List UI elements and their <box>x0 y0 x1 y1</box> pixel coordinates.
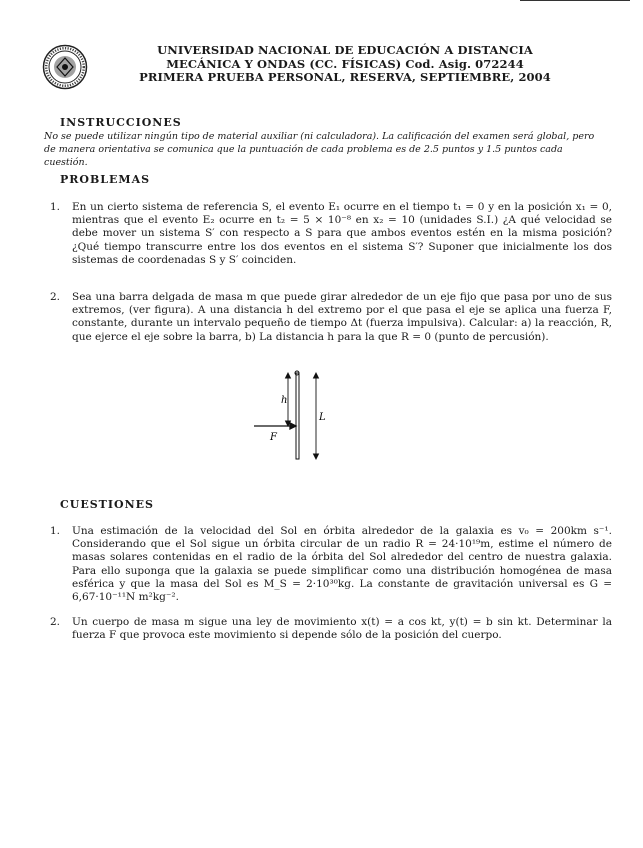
problems-heading: PROBLEMAS <box>60 173 151 186</box>
header-exam: PRIMERA PRUEBA PERSONAL, RESERVA, SEPTIEMBRE, 2004 <box>139 70 551 84</box>
label-l: L <box>319 412 326 423</box>
label-h: h <box>281 395 288 406</box>
problem-text: En un cierto sistema de referencia S, el evento E₁ ocurre en el tiempo t₁ = 0 y en la posición x₁ = 0, mientras que el evento E₂ ocurre en t₂ = 5 × 10⁻⁸ en x₂ = 10 (unidades S.I.) ¿A qué velocidad se debe mover un sistema S′ con respecto a S para que ambos eventos estén en la misma posición? ¿Qué tiempo transcurre entre los dos eventos en el sistema S′? Suponer que inicialmente los dos sistemas de coordenadas S y S′ coinciden. <box>72 201 612 266</box>
instructions-heading: INSTRUCCIONES <box>60 116 182 129</box>
rod <box>296 373 299 459</box>
instructions-text: No se puede utilizar ningún tipo de material auxiliar (ni calculadora). La calificación del examen será global, pero de manera orientativa se comunica que la puntuación de cada problema es de 2.5 puntos y 1.5 puntos cada cuestión. <box>44 131 595 168</box>
problem-number: 2. <box>50 291 61 303</box>
problem-text: Sea una barra delgada de masa m que puede girar alrededor de un eje fijo que pasa por uno de sus extremos, (ver figura). A una distancia h del extremo por el que pasa el eje se aplica una fuerza F, constante, durante un intervalo pequeño de tiempo Δt (fuerza impulsiva). Calcular: a) la reacción, R, que ejerce el eje sobre la barra, b) La distancia h para la que R = 0 (punto de percusión). <box>72 291 612 343</box>
problem-number: 1. <box>50 201 61 213</box>
dimension-l <box>314 373 319 459</box>
header-course: MECÁNICA Y ONDAS (CC. FÍSICAS) Cod. Asig. 072244 <box>166 56 524 71</box>
exam-header <box>110 44 580 85</box>
university-seal-icon <box>42 44 88 90</box>
label-f: F <box>270 432 277 443</box>
question-number: 2. <box>50 616 61 628</box>
question-number: 1. <box>50 525 61 537</box>
question-text: Una estimación de la velocidad del Sol en órbita alrededor de la galaxia es v₀ = 200km s⁻¹. Considerando que el Sol sigue un órbita circular de un radio R = 24·10¹⁹m, estime el número de masas solares contenidas en el radio de la órbita del Sol alrededor del centro de nuestra galaxia. Para ello suponga que la galaxia se puede simplificar como una distribución homogénea de masa esférica y que la masa del Sol es M_S = 2·10³⁰kg. La constante de gravitación universal es G = 6,67·10⁻¹¹N m²kg⁻². <box>72 525 612 604</box>
questions-heading: CUESTIONES <box>60 498 154 511</box>
force-arrow <box>254 423 296 429</box>
header-institution: UNIVERSIDAD NACIONAL DE EDUCACIÓN A DISTANCIA <box>157 43 533 57</box>
rotating-bar-figure <box>250 370 330 462</box>
question-text: Un cuerpo de masa m sigue una ley de movimiento x(t) = a cos kt, y(t) = b sin kt. Determinar la fuerza F que provoca este movimiento si depende sólo de la posición del cuerpo. <box>72 616 612 642</box>
top-rule <box>520 0 630 1</box>
